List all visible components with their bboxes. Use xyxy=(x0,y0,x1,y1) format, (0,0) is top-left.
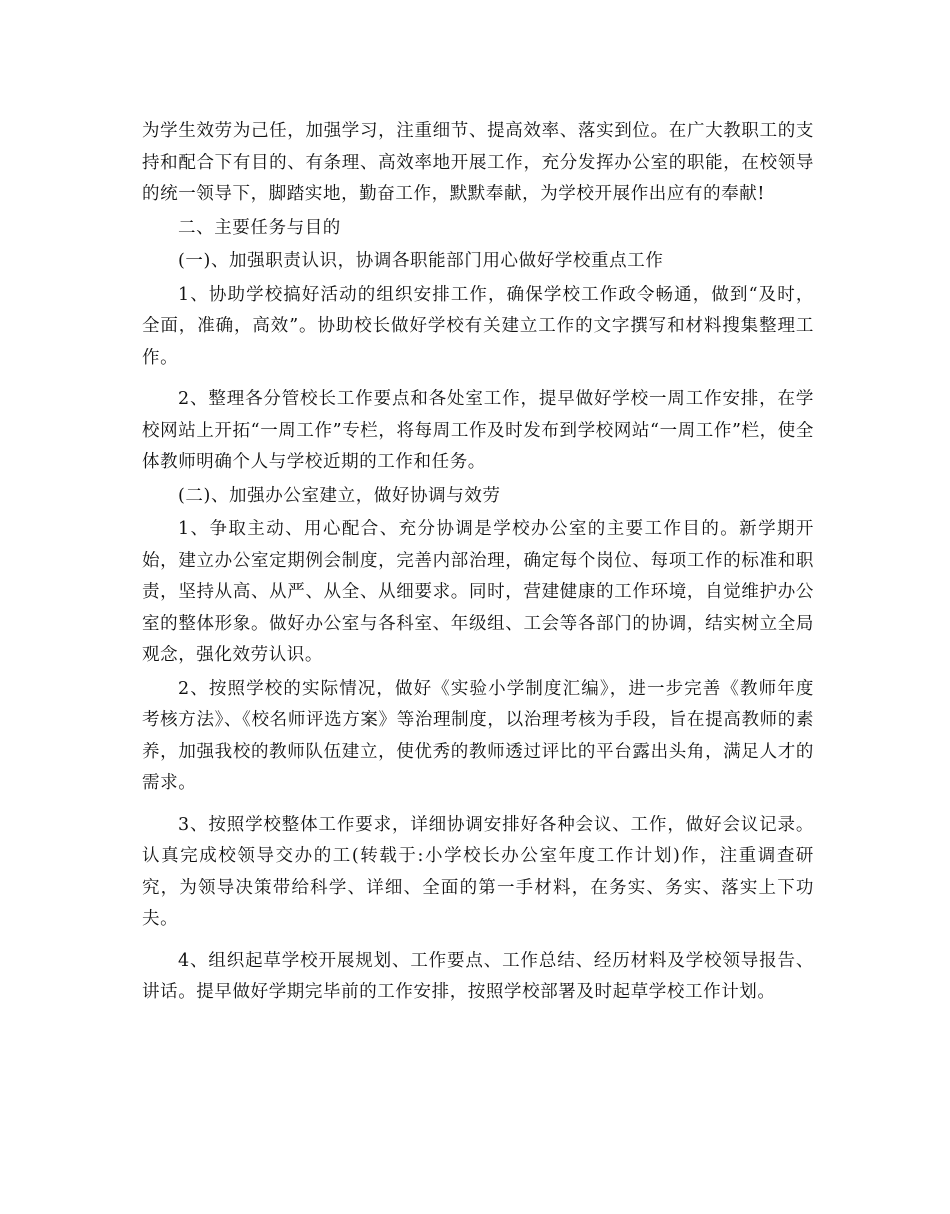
paragraph-item-2-3: 3、按照学校整体工作要求，详细协调安排好各种会议、工作，做好会议记录。认真完成校领导交办的工(转载于:小学校长办公室年度工作计划)作，注重调查研究，为领导决策带给科学、详细、全面的第一手材料，在务实、务实、落实上下功夫。 xyxy=(142,814,814,929)
paragraph-item-1-1: 1、协助学校搞好活动的组织安排工作，确保学校工作政令畅通，做到“及时，全面，准确，高效”。协助校长做好学校有关建立工作的文字撰写和材料搜集整理工作。 xyxy=(142,284,814,368)
paragraph-gap xyxy=(142,938,814,946)
paragraph-item-1-2: 2、整理各分管校长工作要点和各处室工作，提早做好学校一周工作安排，在学校网站上开拓“一周工作”专栏，将每周工作及时发布到学校网站“一周工作”栏，使全体教师明确个人与学校近期的工作和任务。 xyxy=(142,389,814,472)
paragraph-item-2-2: 2、按照学校的实际情况，做好《实验小学制度汇编》，进一步完善《教师年度考核方法》、《校名师评选方案》等治理制度，以治理考核为手段，旨在提高教师的素养，加强我校的教师队伍建立，使优秀的教师透过评比的平台露出头角，满足人才的需求。 xyxy=(142,678,814,793)
paragraph-intro-continued: 为学生效劳为己任，加强学习，注重细节、提高效率、落实到位。在广大教职工的支持和配合下有目的、有条理、高效率地开展工作，充分发挥办公室的职能，在校领导的统一领导下，脚踏实地，勤奋工作，默默奉献，为学校开展作出应有的奉献! xyxy=(142,121,814,204)
subsection-heading-1: (一)、加强职责认识，协调各职能部门用心做好学校重点工作 xyxy=(178,251,664,271)
section-heading-main-tasks: 二、主要任务与目的 xyxy=(178,217,341,238)
document-body xyxy=(142,116,814,1011)
paragraph-gap xyxy=(142,376,814,384)
subsection-heading-2: (二)、加强办公室建立，做好协调与效劳 xyxy=(178,485,501,506)
paragraph-item-2-1: 1、争取主动、用心配合、充分协调是学校办公室的主要工作目的。新学期开始，建立办公室定期例会制度，完善内部治理，确定每个岗位、每项工作的标准和职责，坚持从高、从严、从全、从细要求。同时，营建健康的工作环境，自觉维护办公室的整体形象。做好办公室与各科室、年级组、工会等各部门的协调，结实树立全局观念，强化效劳认识。 xyxy=(142,519,814,665)
paragraph-item-2-4: 4、组织起草学校开展规划、工作要点、工作总结、经历材料及学校领导报告、讲话。提早做好学期完毕前的工作安排，按照学校部署及时起草学校工作计划。 xyxy=(142,950,814,1002)
paragraph-gap xyxy=(142,802,814,810)
